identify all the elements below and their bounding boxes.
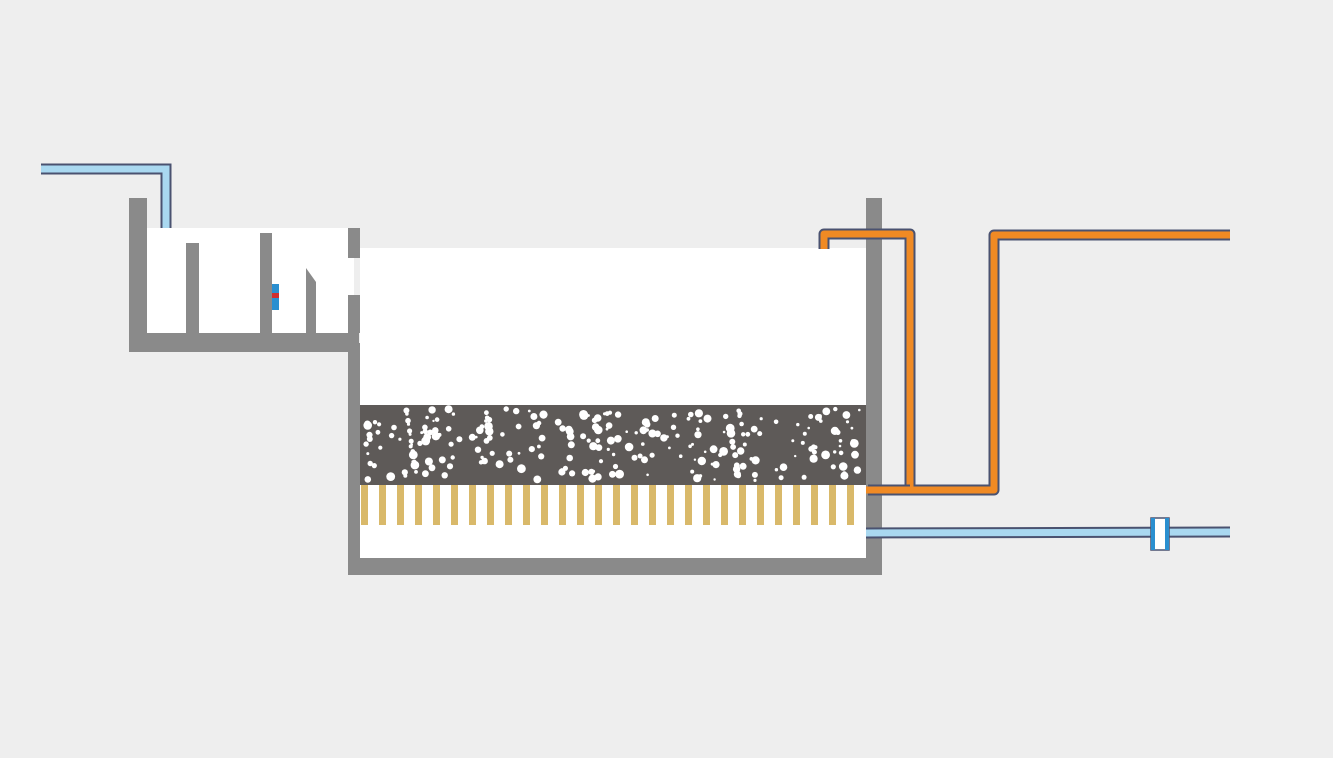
media-grain	[518, 452, 521, 455]
media-grain	[854, 455, 857, 458]
media-grain	[449, 442, 454, 447]
media-grain	[698, 457, 706, 465]
media-grain	[411, 461, 420, 470]
media-grain	[743, 443, 747, 447]
media-grain	[398, 438, 401, 441]
media-grain	[595, 473, 602, 480]
media-grain	[538, 453, 544, 459]
baffle-2	[260, 233, 272, 333]
media-grain	[496, 460, 504, 468]
media-grain	[475, 447, 481, 453]
media-grain	[407, 428, 412, 433]
media-grain	[405, 412, 409, 416]
media-grain	[780, 463, 788, 471]
media-grain	[699, 474, 703, 478]
media-grain	[688, 445, 692, 449]
media-grain	[582, 469, 589, 476]
media-grain	[712, 461, 719, 468]
media-grain	[791, 439, 794, 442]
tank-left-wall	[348, 343, 360, 575]
support-stripe	[649, 485, 656, 525]
media-grain	[528, 410, 531, 413]
media-grain	[555, 419, 562, 426]
media-grain	[405, 418, 411, 424]
media-grain	[389, 433, 394, 438]
media-grain	[432, 420, 434, 422]
media-grain	[854, 466, 861, 473]
support-stripe	[541, 485, 548, 525]
support-stripe	[577, 485, 584, 525]
media-grain	[694, 459, 696, 461]
media-grain	[646, 474, 649, 477]
chamber-valve[interactable]	[272, 284, 279, 310]
support-stripe	[559, 485, 566, 525]
media-grain	[376, 430, 381, 435]
media-grain	[699, 419, 703, 423]
media-grain	[485, 427, 493, 435]
media-grain	[410, 443, 413, 446]
media-grain	[839, 439, 843, 443]
media-grain	[753, 479, 756, 482]
support-stripe	[613, 485, 620, 525]
media-grain	[671, 425, 676, 430]
media-grain	[730, 444, 736, 450]
media-grain	[632, 455, 638, 461]
media-grain	[745, 432, 750, 437]
media-grain	[484, 410, 489, 415]
media-grain	[839, 462, 848, 471]
chamber-floor	[129, 333, 359, 352]
support-stripe	[397, 485, 404, 525]
media-grain	[539, 435, 546, 442]
media-grain	[414, 470, 418, 474]
media-grain	[646, 428, 649, 431]
media-grain	[679, 454, 683, 458]
support-stripe	[595, 485, 602, 525]
support-stripe	[721, 485, 728, 525]
media-grain	[723, 431, 726, 434]
support-stripe	[379, 485, 386, 525]
media-grain	[579, 410, 588, 419]
media-grain	[435, 417, 440, 422]
media-grain	[506, 451, 512, 457]
media-grain	[641, 442, 645, 446]
media-grain	[704, 415, 712, 423]
media-grain	[774, 420, 779, 425]
media-grain	[500, 432, 505, 437]
media-grain	[367, 436, 373, 442]
media-grain	[719, 447, 728, 456]
media-grain	[587, 439, 591, 443]
media-grain	[442, 472, 448, 478]
media-grain	[752, 456, 760, 464]
collection-zone	[360, 525, 866, 558]
media-grain	[833, 450, 836, 453]
media-grain	[858, 409, 861, 412]
support-stripe	[631, 485, 638, 525]
media-grain	[696, 427, 700, 431]
media-grain	[615, 470, 624, 479]
media-grain	[596, 444, 603, 451]
outlet-valve[interactable]	[1151, 518, 1169, 550]
media-grain	[439, 456, 446, 463]
support-stripe	[739, 485, 746, 525]
media-grain	[609, 438, 615, 444]
support-stripe	[829, 485, 836, 525]
media-grain	[607, 448, 610, 451]
media-grain	[469, 434, 476, 441]
support-stripe	[847, 485, 854, 525]
media-grain	[842, 471, 846, 475]
media-grain	[504, 406, 509, 411]
support-stripe	[667, 485, 674, 525]
media-grain	[839, 451, 844, 456]
media-grain	[737, 414, 741, 418]
support-stripe	[487, 485, 494, 525]
media-grain	[635, 431, 638, 434]
support-stripe	[793, 485, 800, 525]
media-grain	[803, 432, 807, 436]
media-grain	[740, 463, 747, 470]
media-grain	[810, 455, 818, 463]
media-grain	[675, 434, 679, 438]
media-grain	[539, 411, 547, 419]
media-grain	[447, 463, 453, 469]
media-grain	[537, 445, 541, 449]
media-grain	[452, 412, 455, 415]
media-grain	[846, 420, 849, 423]
support-stripe	[703, 485, 710, 525]
media-grain	[690, 470, 694, 474]
media-grain	[425, 416, 429, 420]
media-grain	[513, 408, 519, 414]
media-grain	[477, 428, 482, 433]
media-grain	[391, 425, 397, 431]
support-stripe	[451, 485, 458, 525]
media-grain	[801, 441, 805, 445]
media-grain	[851, 427, 854, 430]
support-stripe	[415, 485, 422, 525]
media-grain	[409, 451, 418, 460]
media-grain	[807, 427, 810, 430]
media-grain	[814, 445, 818, 449]
media-grain	[409, 433, 412, 436]
media-grain	[475, 436, 478, 439]
media-grain	[403, 474, 407, 478]
media-grain	[739, 422, 744, 427]
media-grain	[831, 427, 839, 435]
media-grain	[833, 407, 837, 411]
media-grain	[592, 470, 595, 473]
media-grain	[815, 414, 822, 421]
media-grain	[529, 446, 535, 452]
media-grain	[378, 446, 382, 450]
tank-water	[360, 248, 866, 406]
media-grain	[694, 431, 701, 438]
support-stripe	[757, 485, 764, 525]
media-grain	[438, 433, 442, 437]
media-grain	[648, 430, 656, 438]
media-grain	[595, 438, 600, 443]
media-grain	[487, 417, 493, 423]
media-grain	[839, 445, 842, 448]
media-grain	[710, 445, 718, 453]
filtered-water-outlet-pipe	[866, 532, 1230, 533]
media-grain	[507, 457, 513, 463]
media-grain	[695, 409, 703, 417]
media-grain	[480, 424, 485, 429]
filter-tank	[348, 198, 882, 575]
media-grain	[530, 413, 537, 420]
media-grain	[363, 421, 372, 430]
media-grain	[779, 475, 784, 480]
media-grain	[612, 453, 615, 456]
media-grain	[660, 434, 667, 441]
media-grain	[609, 471, 616, 478]
media-grain	[614, 435, 622, 443]
media-grain	[599, 459, 603, 463]
media-grain	[516, 424, 522, 430]
media-grain	[751, 426, 758, 433]
media-grain	[407, 423, 410, 426]
media-grain	[366, 452, 369, 455]
media-grain	[704, 451, 707, 454]
media-grain	[850, 439, 859, 448]
media-grain	[580, 433, 586, 439]
media-grain	[802, 475, 807, 480]
support-stripe	[361, 485, 368, 525]
media-grain	[423, 429, 428, 434]
media-grain	[650, 453, 655, 458]
media-grain	[559, 425, 565, 431]
media-grain	[734, 471, 741, 478]
chamber-right-wall-top	[348, 228, 360, 258]
support-stripe	[505, 485, 512, 525]
media-grain	[757, 431, 762, 436]
media-grain	[727, 429, 736, 438]
media-grain	[491, 452, 494, 455]
media-grain	[377, 422, 381, 426]
media-grain	[713, 478, 715, 480]
backwash-outlet-pipe	[824, 234, 1230, 490]
media-grain	[737, 447, 744, 454]
support-stripe	[811, 485, 818, 525]
media-grain	[417, 441, 422, 446]
media-grain	[741, 432, 745, 436]
baffle-4	[348, 295, 360, 333]
media-grain	[372, 465, 375, 468]
support-stripe	[523, 485, 530, 525]
media-grain	[606, 428, 609, 431]
media-grain	[365, 476, 372, 483]
media-grain	[641, 456, 648, 463]
media-grain	[760, 417, 763, 420]
media-grain	[625, 430, 628, 433]
media-grain	[373, 420, 377, 424]
media-grain	[517, 464, 526, 473]
chamber-water	[146, 228, 354, 333]
media-grain	[363, 441, 368, 446]
media-grain	[537, 421, 542, 426]
media-grain	[729, 439, 735, 445]
media-grain	[642, 418, 650, 426]
support-stripe	[685, 485, 692, 525]
media-grain	[808, 446, 814, 452]
support-stripe	[775, 485, 782, 525]
support-stripe	[469, 485, 476, 525]
media-grain	[563, 466, 568, 471]
media-grain	[666, 435, 669, 438]
media-grain	[566, 455, 573, 462]
media-grain	[775, 468, 778, 471]
chamber-left-wall	[129, 198, 147, 352]
media-grain	[808, 414, 813, 419]
media-grain	[794, 455, 796, 457]
media-grain	[723, 414, 728, 419]
media-grain	[592, 418, 598, 424]
media-grain	[796, 423, 799, 426]
media-grain	[843, 411, 851, 419]
tank-floor	[348, 558, 882, 575]
media-grain	[821, 451, 830, 460]
media-grain	[668, 447, 671, 450]
media-grain	[446, 426, 452, 432]
media-grain	[456, 436, 462, 442]
media-grain	[603, 412, 606, 415]
media-grain	[831, 464, 836, 469]
media-grain	[568, 441, 575, 448]
media-grain	[672, 413, 677, 418]
media-grain	[687, 417, 691, 421]
media-grain	[736, 409, 741, 414]
media-grain	[409, 439, 414, 444]
media-grain	[732, 452, 738, 458]
tank-right-wall	[866, 198, 882, 575]
media-grain	[752, 472, 758, 478]
media-grain	[451, 455, 455, 459]
media-grain	[428, 406, 435, 413]
media-grain	[594, 426, 603, 435]
media-grain	[613, 464, 618, 469]
media-grain	[652, 415, 659, 422]
media-grain	[445, 405, 453, 413]
media-grain	[386, 472, 395, 481]
media-grain	[615, 411, 621, 417]
media-grain	[425, 458, 433, 466]
media-grain	[422, 470, 429, 477]
media-grain	[688, 412, 694, 418]
media-grain	[625, 443, 634, 452]
media-grain	[481, 458, 488, 465]
media-grain	[487, 435, 493, 441]
media-grain	[567, 433, 575, 441]
media-grain	[533, 476, 541, 484]
media-grain	[429, 464, 436, 471]
media-grain	[432, 427, 439, 434]
baffle-1	[186, 243, 199, 333]
support-stripe	[433, 485, 440, 525]
media-grain	[569, 470, 575, 476]
media-grain	[822, 408, 830, 416]
